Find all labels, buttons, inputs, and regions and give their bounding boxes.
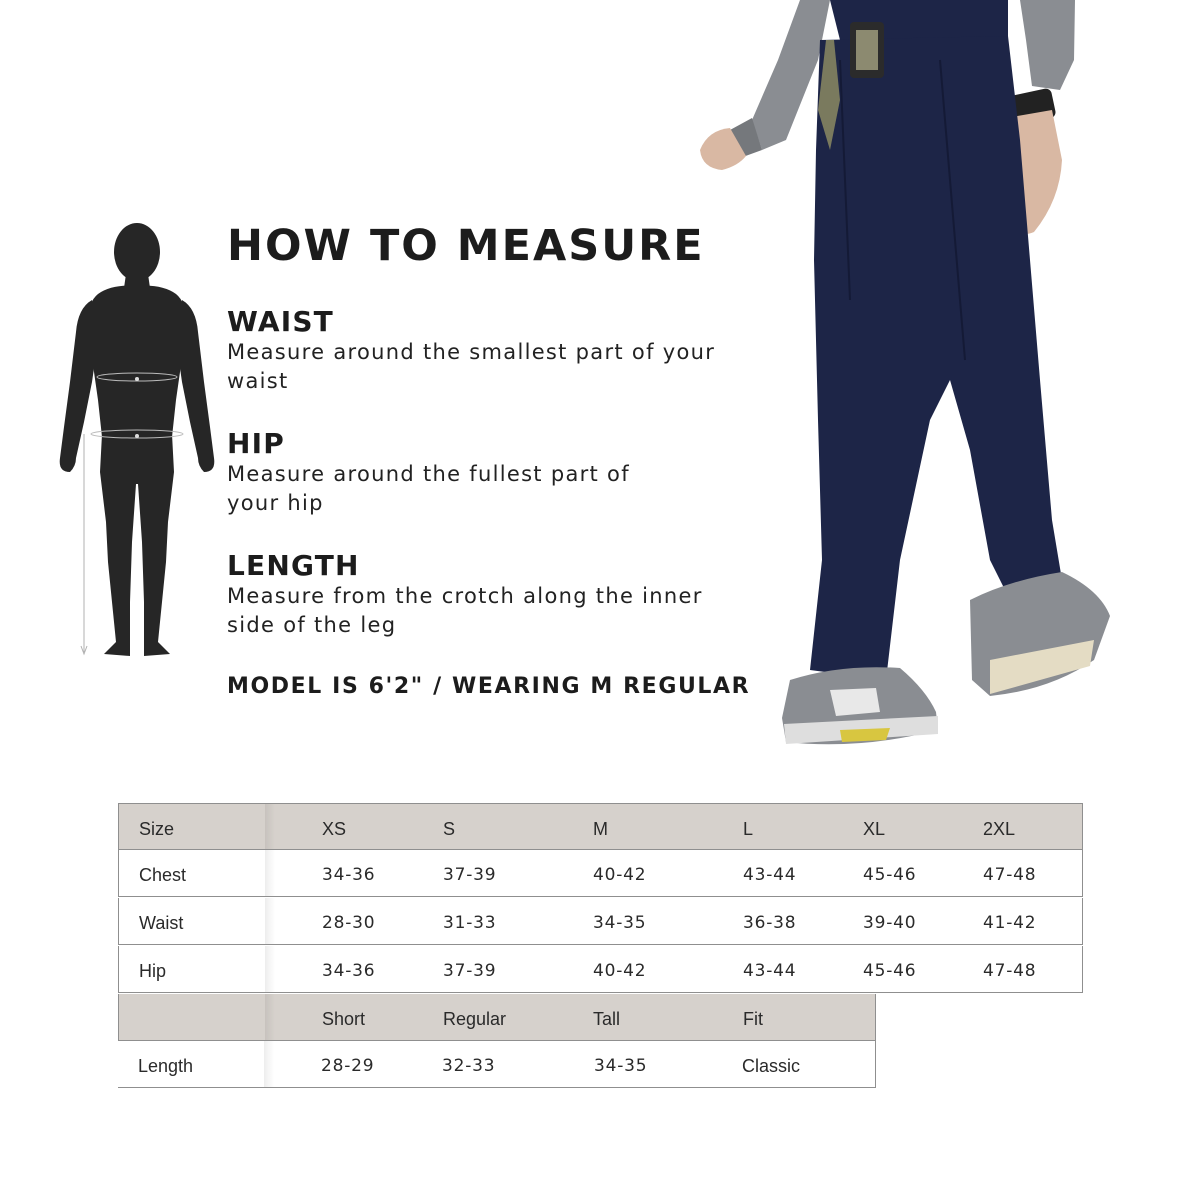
table-cell: 41-42 [983, 913, 1037, 933]
hip-section [227, 428, 697, 518]
table-cell: 34-36 [322, 961, 376, 981]
table-cell: 34-35 [594, 1056, 648, 1076]
table-cell: 47-48 [983, 865, 1037, 885]
table-row [118, 946, 1083, 993]
table-header-cell: Short [322, 1009, 366, 1029]
table-cell: 37-39 [443, 865, 497, 885]
table-header-cell: XS [322, 819, 347, 839]
table-cell: Classic [742, 1056, 801, 1076]
page-title: HOW TO MEASURE [227, 221, 705, 271]
table-cell: 28-29 [321, 1056, 375, 1076]
table-header-cell: S [443, 819, 456, 839]
waist-instruction-line-1: Measure around the smallest part of your [227, 340, 716, 364]
table-header-cell: Fit [743, 1009, 763, 1029]
row-label: Hip [139, 961, 167, 981]
hip-instruction-line-2: your hip [227, 491, 324, 515]
table-cell: 37-39 [443, 961, 497, 981]
length-header-row [118, 994, 876, 1041]
table-cell: 45-46 [863, 961, 917, 981]
model-photo [690, 0, 1120, 750]
table-header-row [118, 803, 1083, 850]
length-instruction-line-2: side of the leg [227, 613, 397, 637]
table-cell: 34-36 [322, 865, 376, 885]
model-size-note: MODEL IS 6'2" / WEARING M REGULAR [227, 674, 751, 699]
table-cell: 47-48 [983, 961, 1037, 981]
table-header-cell: Size [139, 819, 175, 839]
table-cell: 28-30 [322, 913, 376, 933]
table-cell: 45-46 [863, 865, 917, 885]
body-silhouette-icon [40, 222, 230, 672]
length-instruction-line-1: Measure from the crotch along the inner [227, 584, 703, 608]
table-cell: 32-33 [442, 1056, 496, 1076]
table-cell: 31-33 [443, 913, 497, 933]
table-row [118, 1041, 876, 1088]
table-header-cell: XL [863, 819, 886, 839]
table-cell: 34-35 [593, 913, 647, 933]
table-cell: 36-38 [743, 913, 797, 933]
table-header-cell: Tall [593, 1009, 621, 1029]
table-header-cell: 2XL [983, 819, 1016, 839]
waist-heading: WAIST [227, 305, 334, 338]
row-label: Waist [139, 913, 184, 933]
table-cell: 39-40 [863, 913, 917, 933]
row-label: Chest [139, 865, 187, 885]
hip-heading: HIP [227, 427, 285, 460]
table-header-cell: M [593, 819, 608, 839]
table-cell: 43-44 [743, 961, 797, 981]
table-cell: 40-42 [593, 865, 647, 885]
length-heading: LENGTH [227, 549, 360, 582]
table-header-cell: Regular [443, 1009, 507, 1029]
table-header-cell: L [743, 819, 754, 839]
table-row [118, 898, 1083, 945]
table-row [118, 850, 1083, 897]
hip-instruction-line-1: Measure around the fullest part of [227, 462, 630, 486]
row-label: Length [138, 1056, 194, 1076]
waist-instruction-line-2: waist [227, 369, 289, 393]
table-cell: 43-44 [743, 865, 797, 885]
table-cell: 40-42 [593, 961, 647, 981]
